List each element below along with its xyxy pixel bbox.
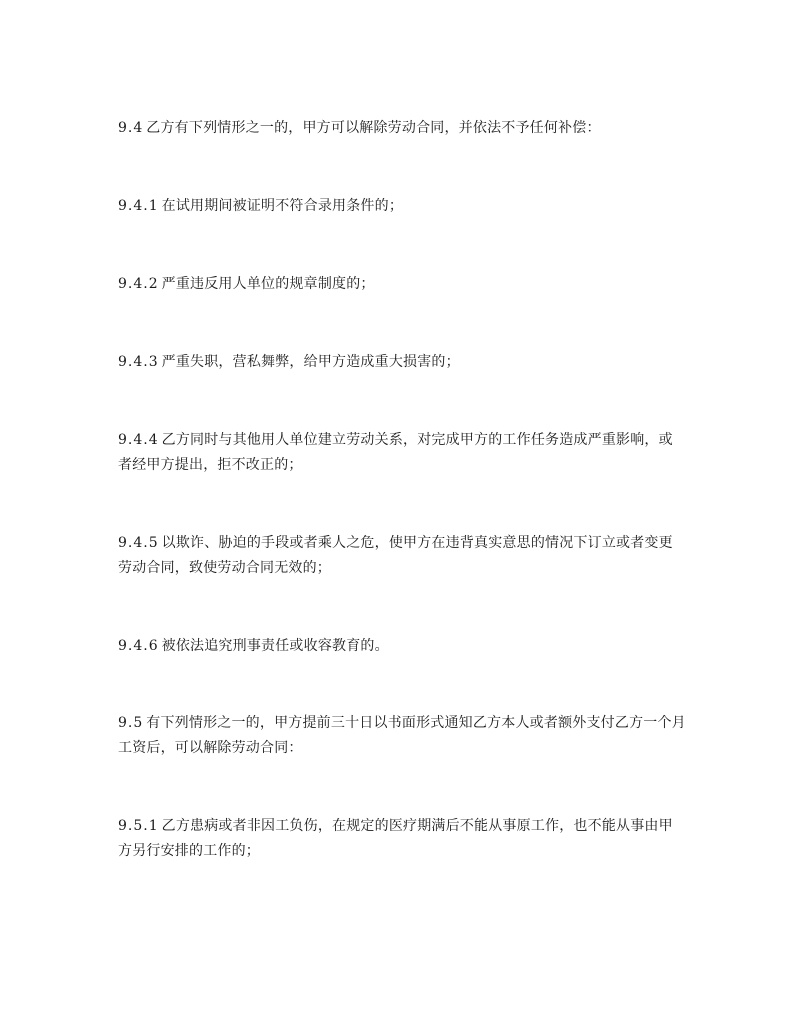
clause-text: 严重失职，营私舞弊，给甲方造成重大损害的；: [161, 354, 460, 370]
clause-text: 有下列情形之一的，甲方提前三十日以书面形式通知乙方本人或者额外支付乙方一个月工资后，可以解除劳动合同：: [118, 715, 686, 756]
clause-text: 乙方同时与其他用人单位建立劳动关系，对完成甲方的工作任务造成严重影响，或者经甲方提出，拒不改正的；: [118, 432, 673, 473]
clause-9-4: [118, 116, 686, 141]
clause-9-4-5: [118, 531, 686, 581]
clause-9-5-1: [118, 814, 686, 864]
clause-number: 9.4.5: [118, 535, 159, 551]
clause-text: 在试用期间被证明不符合录用条件的；: [161, 198, 404, 214]
clause-text: 严重违反用人单位的规章制度的；: [161, 276, 375, 292]
clause-number: 9.5: [118, 715, 144, 731]
clause-text: 乙方患病或者非因工负伤，在规定的医疗期满后不能从事原工作，也不能从事由甲方另行安排的工作的；: [118, 818, 673, 859]
clause-9-5: [118, 711, 686, 761]
clause-number: 9.4: [118, 120, 144, 136]
clause-number: 9.4.4: [118, 432, 159, 448]
clause-number: 9.4.6: [118, 638, 159, 654]
clause-text: 以欺诈、胁迫的手段或者乘人之危，使甲方在违背真实意思的情况下订立或者变更劳动合同，致使劳动合同无效的；: [118, 535, 673, 576]
clause-9-4-2: [118, 272, 686, 297]
clause-number: 9.5.1: [118, 818, 159, 834]
clause-9-4-3: [118, 350, 686, 375]
clause-9-4-6: [118, 634, 686, 659]
clause-text: 乙方有下列情形之一的，甲方可以解除劳动合同，并依法不予任何补偿：: [146, 120, 601, 136]
clause-text: 被依法追究刑事责任或收容教育的。: [161, 638, 389, 654]
clause-9-4-4: [118, 428, 686, 478]
clause-number: 9.4.1: [118, 198, 159, 214]
clause-9-4-1: [118, 194, 686, 219]
clause-number: 9.4.2: [118, 276, 159, 292]
clause-number: 9.4.3: [118, 354, 159, 370]
